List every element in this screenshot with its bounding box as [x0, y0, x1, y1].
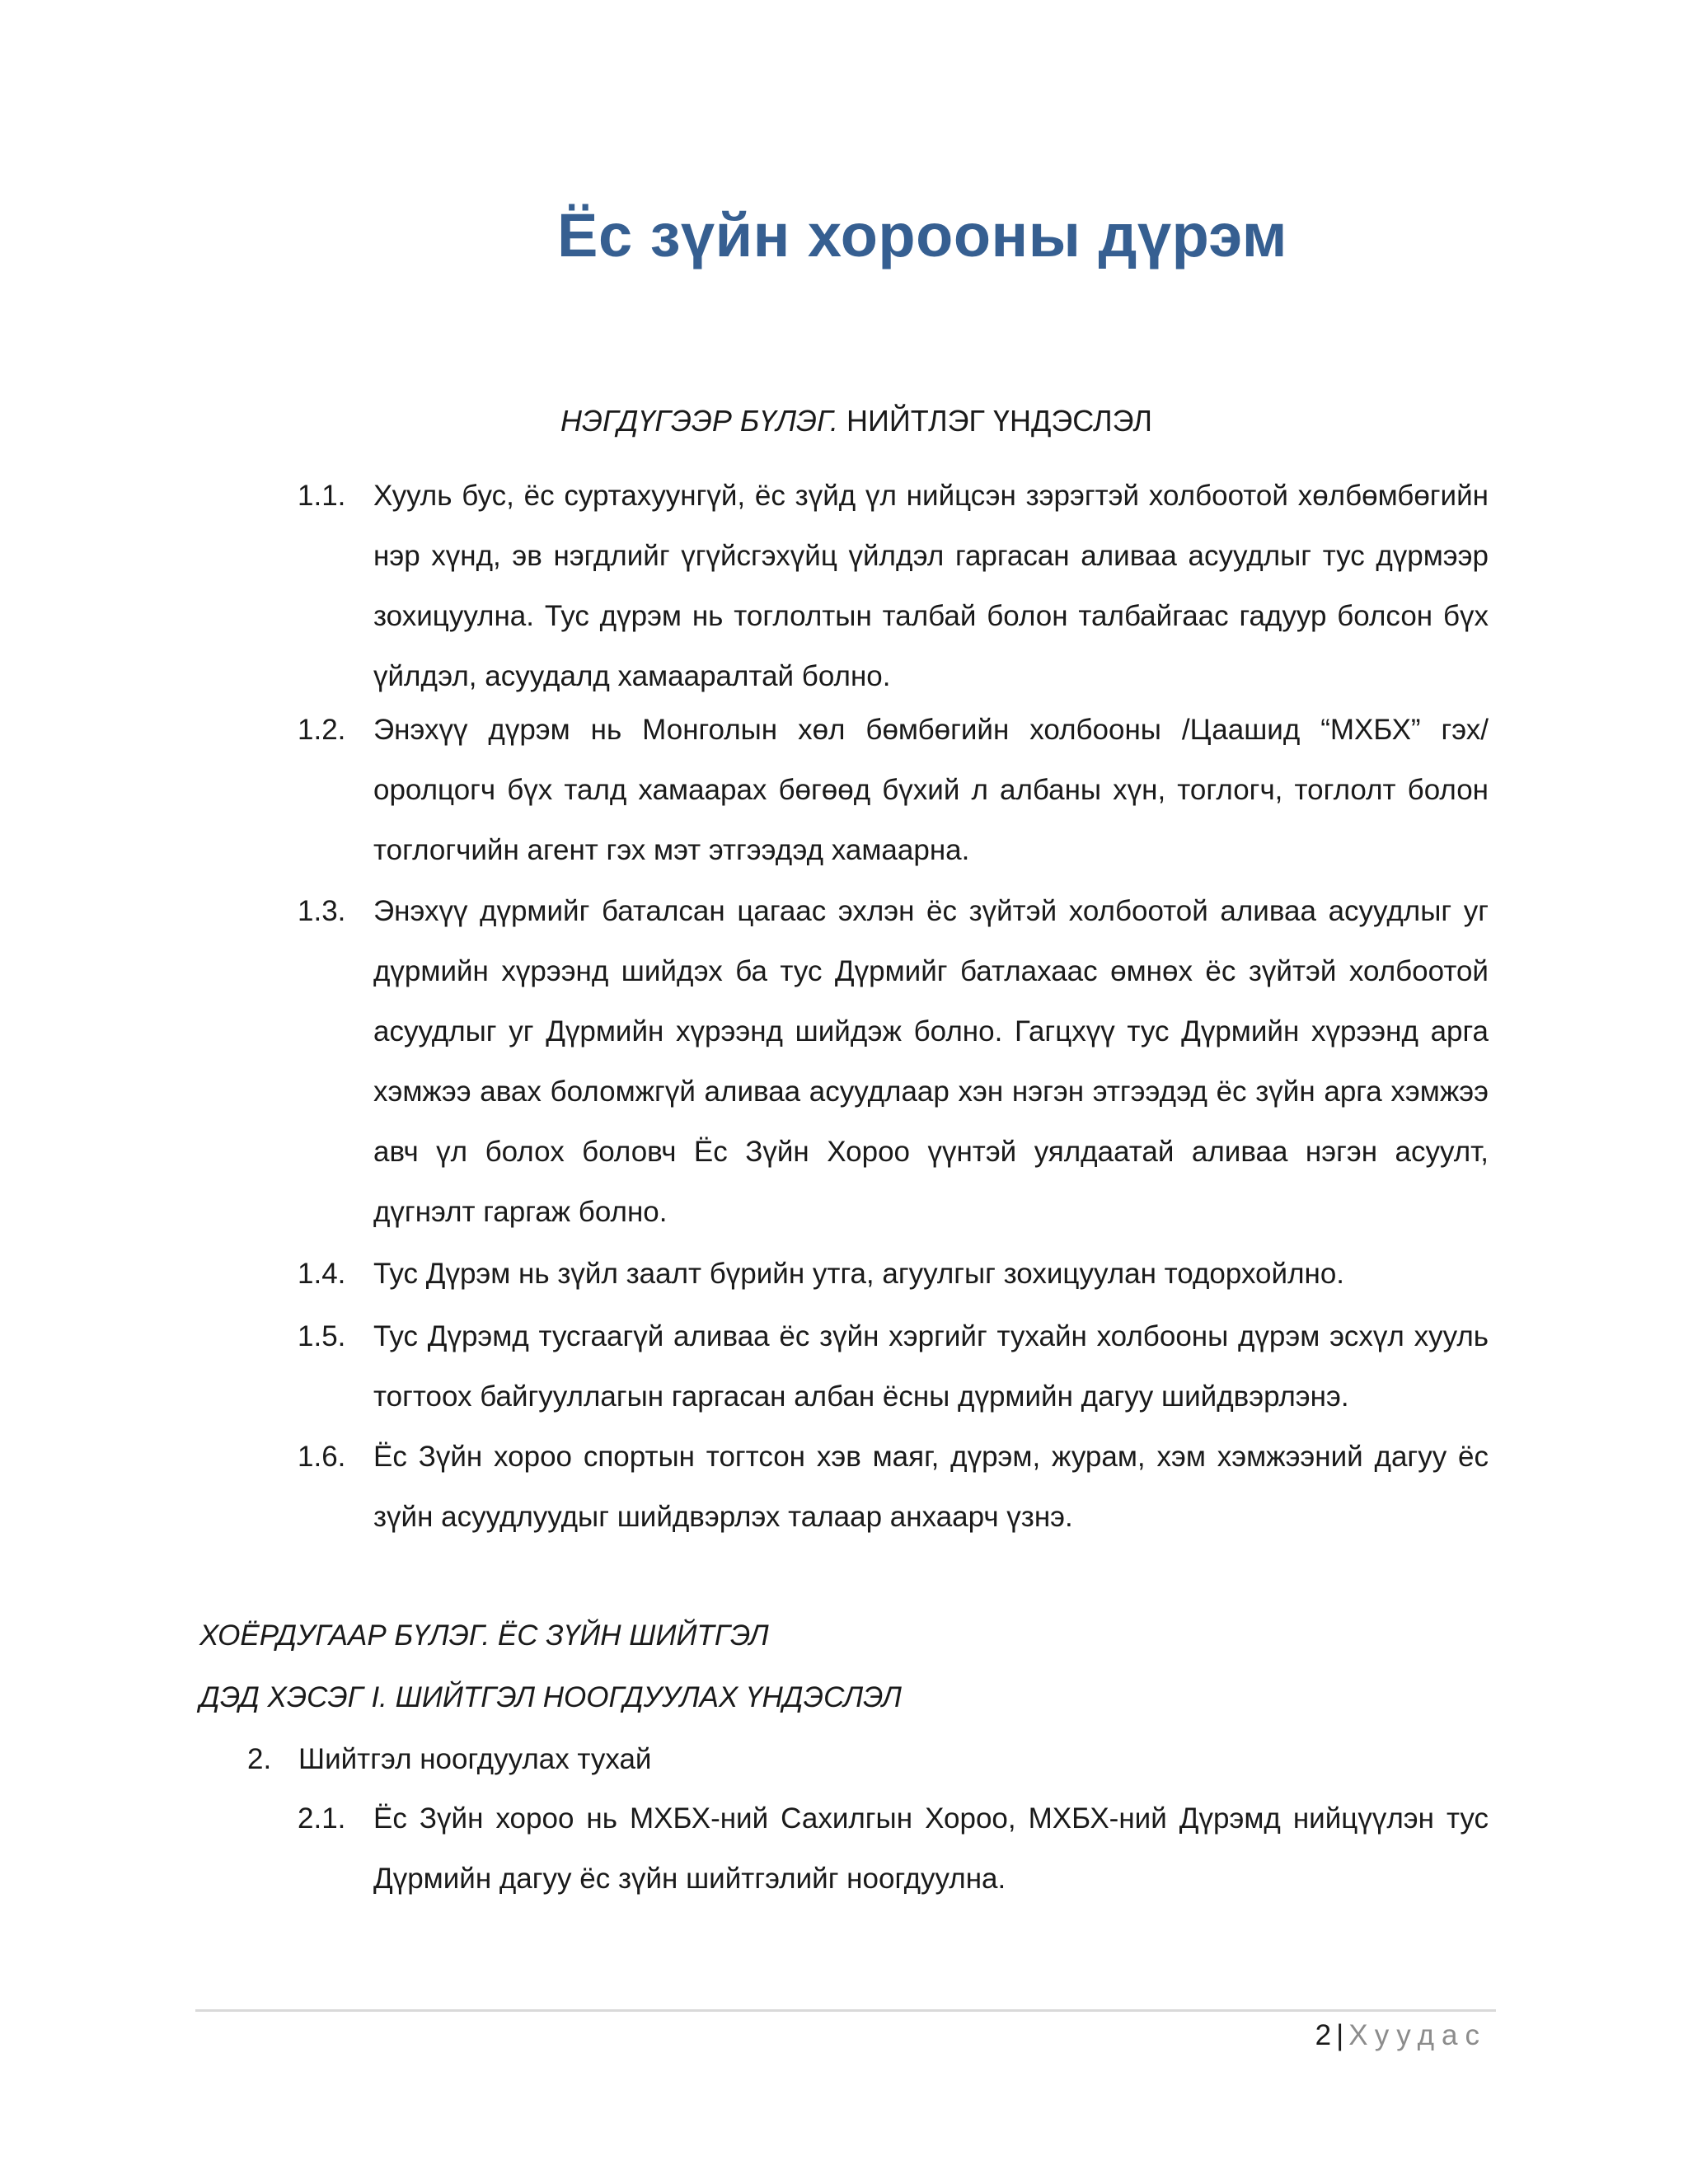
article-text: Энэхүү дүрмийг баталсан цагаас эхлэн ёс зүйтэй холбоотой аливаа асуудлыг уг дүрмийн хүрээнд шийдэх ба тус Дүрмийг батлахаас өмнөх ёс зүйтэй холбоотой асуудлыг уг Дүрмийн хүрээнд шийдэж болно. Гагцхүү тус Дүрмийн хүрээнд арга хэмжээ авах боломжгүй аливаа асуудлаар хэн нэгэн этгээдэд ёс зүйн арга хэмжээ авч үл болох боловч Ёс Зүйн Хороо үүнтэй уялдаатай аливаа нэгэн асуулт, дүгнэлт гаргаж болно. — [373, 895, 1489, 1228]
chapter1-heading — [0, 404, 1688, 438]
article-1-1 — [298, 466, 1489, 706]
article-number: 1.6. — [298, 1441, 346, 1473]
page-title: Ёс зүйн хорооны дүрэм — [557, 201, 1287, 269]
footer-separator: | — [1336, 2019, 1344, 2051]
article-text: Ёс Зүйн хороо нь МХБХ-ний Сахилгын Хороо, МХБХ-ний Дүрэмд нийцүүлэн тус Дүрмийн дагуу ёс зүйн шийтгэлийг ноогдуулна. — [373, 1802, 1489, 1895]
article-number: 1.1. — [298, 480, 346, 512]
chapter1-heading-title: НИЙТЛЭГ ҮНДЭСЛЭЛ — [838, 404, 1152, 438]
section-number: 2. — [247, 1743, 272, 1775]
article-number: 1.4. — [298, 1258, 346, 1290]
article-number: 1.2. — [298, 714, 346, 746]
chapter1-heading-label: НЭГДҮГЭЭР БҮЛЭГ. — [560, 404, 839, 438]
article-1-2 — [298, 700, 1489, 880]
section-title: Шийтгэл ноогдуулах тухай — [298, 1743, 652, 1775]
article-text: Ёс Зүйн хороо спортын тогтсон хэв маяг, дүрэм, журам, хэм хэмжээний дагуу ёс зүйн асуудлуудыг шийдвэрлэх талаар анхаарч үзнэ. — [373, 1441, 1489, 1533]
footer-divider — [195, 2009, 1496, 2012]
chapter2-heading: ХОЁРДУГААР БҮЛЭГ. ЁС ЗҮЙН ШИЙТГЭЛ — [199, 1619, 769, 1652]
article-text: Тус Дүрэм нь зүйл заалт бүрийн утга, агуулгыг зохицуулан тодорхойлно. — [373, 1258, 1345, 1290]
article-2-1 — [298, 1788, 1489, 1909]
article-number: 1.3. — [298, 895, 346, 927]
article-number: 2.1. — [298, 1802, 346, 1835]
chapter2-subheading: ДЭД ХЭСЭГ I. ШИЙТГЭЛ НООГДУУЛАХ ҮНДЭСЛЭЛ — [199, 1681, 902, 1713]
article-text: Энэхүү дүрэм нь Монголын хөл бөмбөгийн холбооны /Цаашид “МХБХ” гэх/ оролцогч бүх талд хамаарах бөгөөд бүхий л албаны хүн, тоглогч, тоглолт болон тоглогчийн агент гэх мэт этгээдэд хамаарна. — [373, 714, 1489, 866]
article-number: 1.5. — [298, 1320, 346, 1352]
article-1-4 — [298, 1244, 1489, 1304]
article-1-5 — [298, 1306, 1489, 1427]
article-1-6 — [298, 1427, 1489, 1547]
page-label: Хуудас — [1348, 2019, 1487, 2051]
section-2 — [247, 1729, 651, 1789]
page-number: 2 — [1315, 2019, 1332, 2051]
article-text: Хууль бус, ёс суртахуунгүй, ёс зүйд үл нийцсэн зэрэгтэй холбоотой хөлбөмбөгийн нэр хүнд, эв нэгдлийг үгүйсгэхүйц үйлдэл гаргасан аливаа асуудлыг тус дүрмээр зохицуулна. Тус дүрэм нь тоглолтын талбай болон талбайгаас гадуур болсон бүх үйлдэл, асуудалд хамааралтай болно. — [373, 480, 1489, 692]
article-1-3 — [298, 881, 1489, 1242]
page-footer — [1315, 2011, 1487, 2060]
article-text: Тус Дүрэмд тусгаагүй аливаа ёс зүйн хэргийг тухайн холбооны дүрэм эсхүл хууль тогтоох байгууллагын гаргасан албан ёсны дүрмийн дагуу шийдвэрлэнэ. — [373, 1320, 1489, 1413]
